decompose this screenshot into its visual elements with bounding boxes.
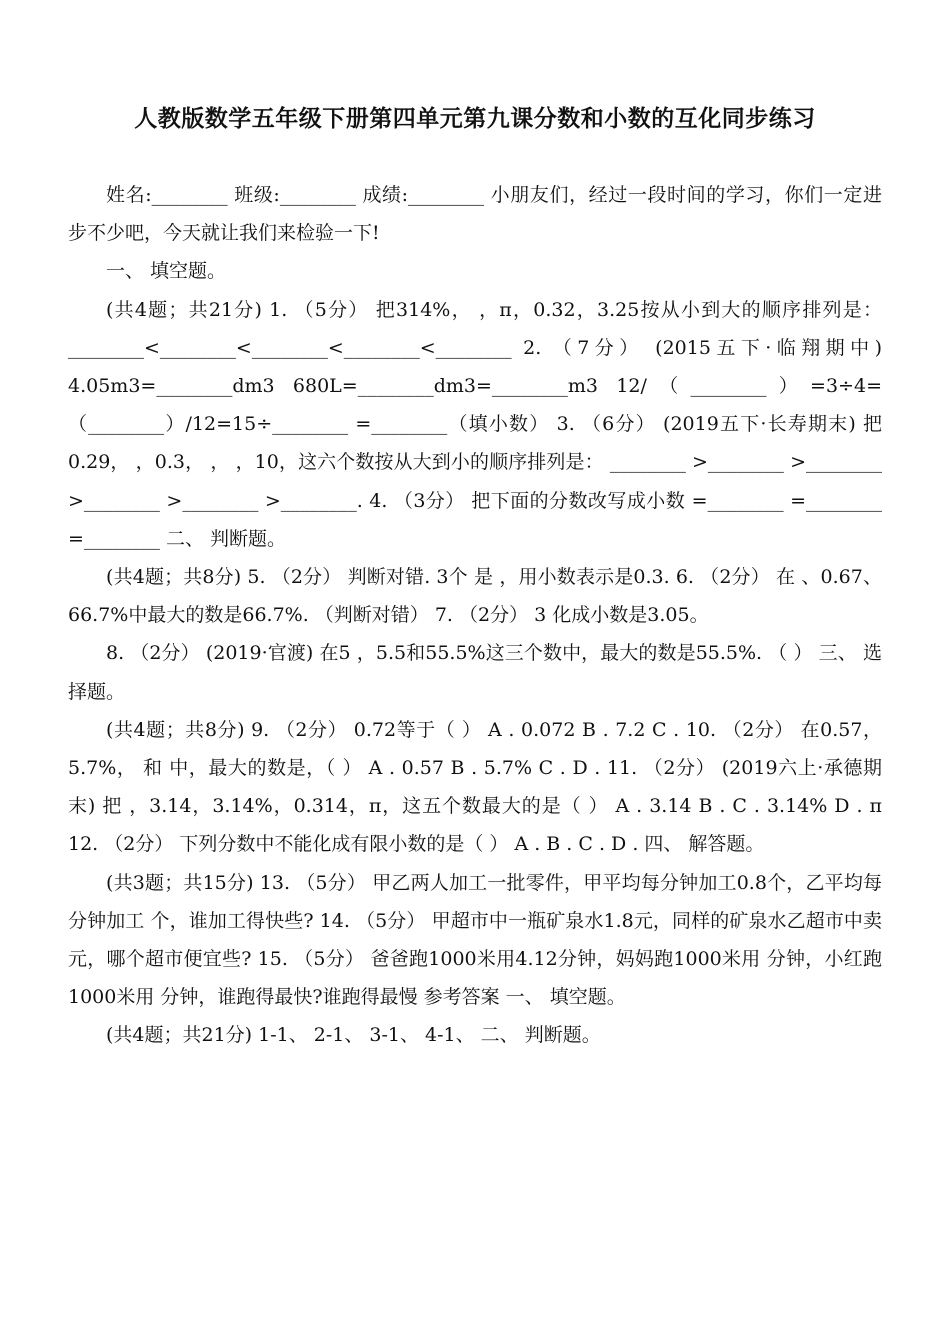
solution-problems-paragraph: (共3题；共15分) 13. （5分） 甲乙两人加工一批零件，甲平均每分钟加工0.8个，乙平均每分钟加工 个，谁加工得快些? 14. （5分） 甲超市中一瓶矿泉水1.8元，同样的矿泉水乙超市中卖 元，哪个超市便宜些? 15. （5分） 爸爸跑1000米用4.12分钟，妈妈跑1000米用 分钟，小红跑1000米用 分钟，谁跑得最快?谁跑得最慢 参考答案 一、 填空题。 [68,871,882,1009]
page-title: 人教版数学五年级下册第四单元第九课分数和小数的互化同步练习 [134,106,816,132]
multiple-choice-paragraph: (共4题；共8分) 9. （2分） 0.72等于（ ） A . 0.072 B . 7.2 C . 10. （2分） 在0.57，5.7%， 和 中，最大的数是，（ ） A . 0.57 B . 5.7% C . D . 11. （2分） (2019六上·承德期末) 把 ，3.14，3.14%，0.314，π，这五个数最大的是（ ） A . 3.14 B . C . 3.14% D . π 12. （2分） 下列分数中不能化成有限小数的是（ ） A . B . C . D . 四、 解答题。 [68,718,882,856]
section-heading: 一、 填空题。 [106,260,227,283]
document-body [68,176,882,1055]
fill-blank-paragraph: (共4题；共21分) 1. （5分） 把314%， ，π，0.32，3.25按从小到大的顺序排列是： ________<________<________<________<________ 2. （7分） (2015五下·临翔期中) 4.05m3=________dm3 680L=________dm3=________m3 12/（________）=3÷4=（________）/12=15÷________ =________（填小数） 3. （6分） (2019五下·长寿期末) 把0.29， ，0.3， ， ，10，这六个数按从大到小的顺序排列是： ________ >________ >________ >________ >________ >________. 4. （3分） 把下面的分数改写成小数 =________ =________ =________ 二、 判断题。 [68,298,882,550]
answer-key-paragraph: (共4题；共21分) 1-1、 2-1、 3-1、 4-1、 二、 判断题。 [106,1024,601,1047]
judgement-paragraph: 8. （2分） (2019·官渡) 在5 ，5.5和55.5%这三个数中，最大的数是55.5%. （ ） 三、 选择题。 [68,642,882,703]
judgement-paragraph: (共4题；共8分) 5. （2分） 判断对错. 3个 是 ，用小数表示是0.3. 6. （2分） 在 、0.67、66.7%中最大的数是66.7%. （判断对错） 7. （2分） 3 化成小数是3.05。 [68,566,882,627]
student-info-paragraph: 姓名:________ 班级:________ 成绩:________ 小朋友们，经过一段时间的学习，你们一定进步不少吧，今天就让我们来检验一下! [68,184,882,245]
